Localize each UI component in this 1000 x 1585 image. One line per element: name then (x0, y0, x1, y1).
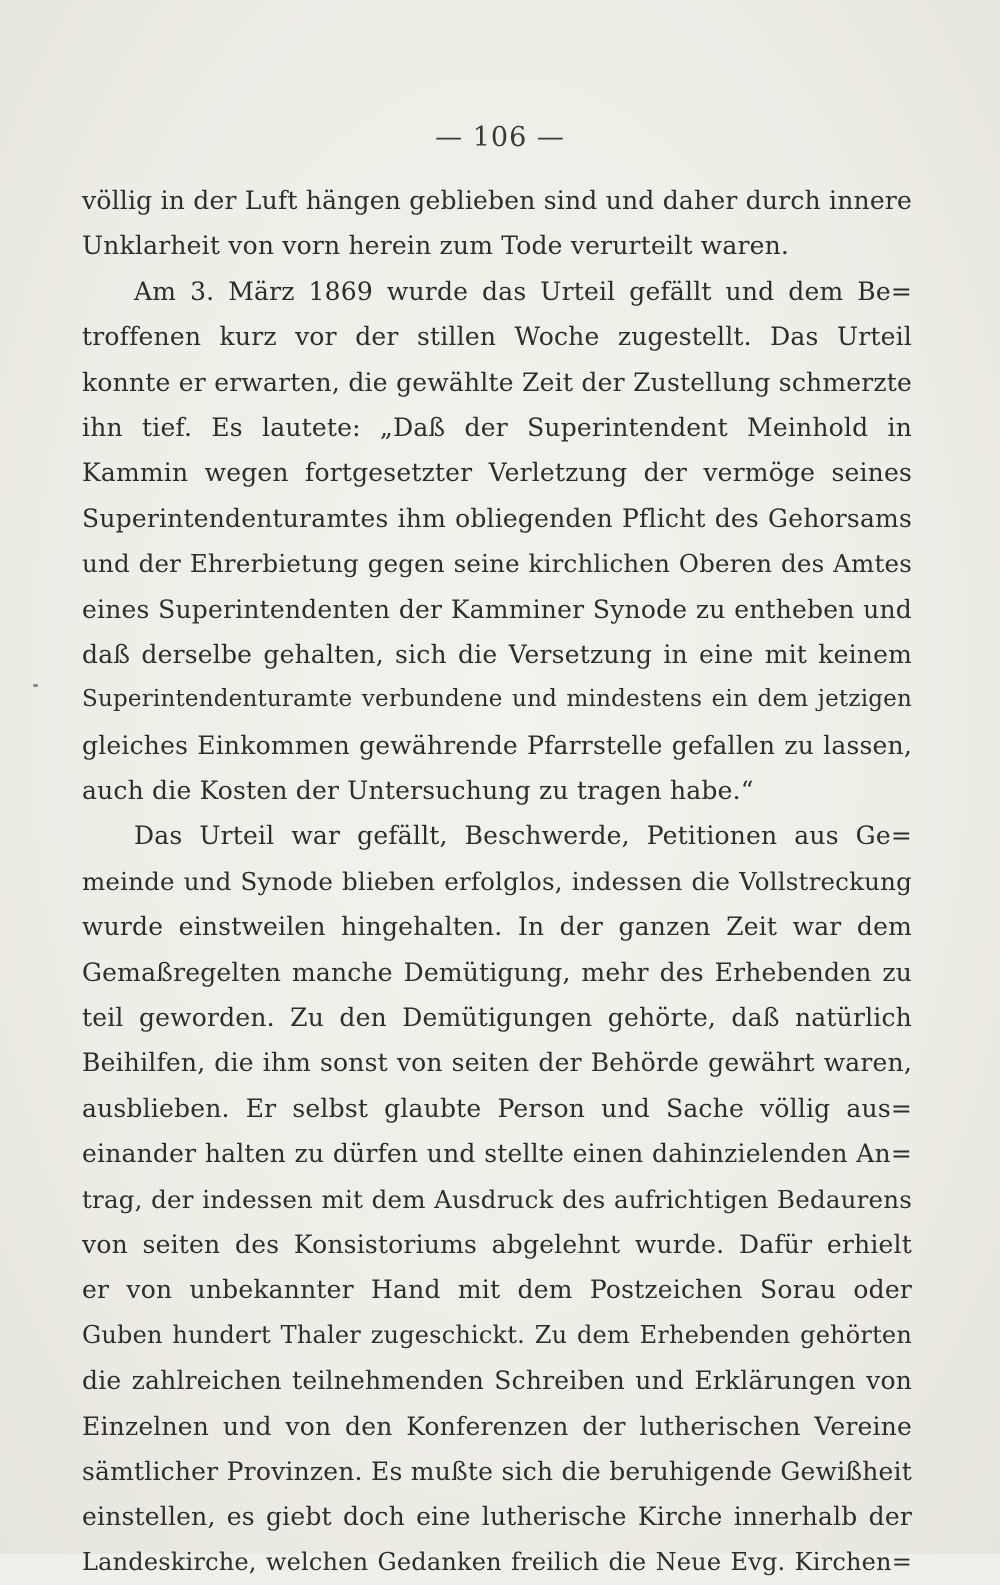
text-line: gleiches Einkommen gewährende Pfarrstelle gefallen zu lassen, (82, 730, 912, 760)
text-line: troffenen kurz vor der stillen Woche zugestellt. Das Urteil (82, 322, 912, 352)
text-line: daß derselbe gehalten, sich die Versetzung in eine mit keinem (82, 639, 912, 669)
text-line: Unklarheit von vorn herein zum Tode verurteilt waren. (82, 231, 790, 261)
text-line: Guben hundert Thaler zugeschickt. Zu dem Erhebenden gehörten (82, 1320, 912, 1349)
text-line: Einzelnen und von den Konferenzen der lutherischen Vereine (82, 1411, 912, 1441)
text-line: auch die Kosten der Untersuchung zu tragen habe.“ (82, 776, 754, 806)
text-line: Kammin wegen fortgesetzter Verletzung der vermöge seines (82, 458, 912, 488)
text-line: von seiten des Konsistoriums abgelehnt wurde. Dafür erhielt (82, 1229, 912, 1259)
text-line: Das Urteil war gefällt, Beschwerde, Petitionen aus Ge= (134, 821, 912, 851)
text-line: meinde und Synode blieben erfolglos, indessen die Vollstreckung (82, 866, 912, 896)
text-line: Gemaßregelten manche Demütigung, mehr des Erhebenden zu (82, 957, 912, 987)
text-line: eines Superintendenten der Kamminer Synode zu entheben und (82, 594, 912, 624)
text-line: er von unbekannter Hand mit dem Postzeichen Sorau oder (82, 1275, 912, 1305)
text-line: Superintendenturamtes ihm obliegenden Pflicht des Gehorsams (82, 503, 912, 533)
text-line: die zahlreichen teilnehmenden Schreiben und Erklärungen von (82, 1366, 912, 1396)
page-number: — 106 — (435, 122, 565, 153)
text-line: und der Ehrerbietung gegen seine kirchlichen Oberen des Amtes (82, 549, 912, 579)
text-line: Superintendenturamte verbundene und mindestens ein dem jetzigen (82, 686, 912, 713)
text-line: einander halten zu dürfen und stellte einen dahinzielenden An= (82, 1139, 912, 1169)
text-line: trag, der indessen mit dem Ausdruck des aufrichtigen Bedaurens (82, 1184, 912, 1214)
text-line: wurde einstweilen hingehalten. In der ganzen Zeit war dem (82, 912, 912, 942)
text-line: Beihilfen, die ihm sonst von seiten der Behörde gewährt waren, (82, 1048, 912, 1078)
text-line: völlig in der Luft hängen geblieben sind und daher durch innere (82, 186, 912, 215)
text-line: ihn tief. Es lautete: „Daß der Superintendent Meinhold in (82, 412, 912, 442)
text-line: Landeskirche, welchen Gedanken freilich die Neue Evg. Kirchen= (82, 1547, 912, 1576)
text-line: sämtlicher Provinzen. Es mußte sich die beruhigende Gewißheit (82, 1456, 912, 1486)
text-line: einstellen, es giebt doch eine lutherische Kirche innerhalb der (82, 1502, 912, 1532)
margin-speck (33, 684, 38, 687)
text-line: konnte er erwarten, die gewählte Zeit der Zustellung schmerzte (82, 367, 912, 397)
text-line: ausblieben. Er selbst glaubte Person und Sache völlig aus= (82, 1093, 912, 1123)
text-line: Am 3. März 1869 wurde das Urteil gefällt und dem Be= (134, 276, 912, 306)
text-line: teil geworden. Zu den Demütigungen gehörte, daß natürlich (82, 1003, 912, 1033)
body-text (82, 178, 912, 1585)
